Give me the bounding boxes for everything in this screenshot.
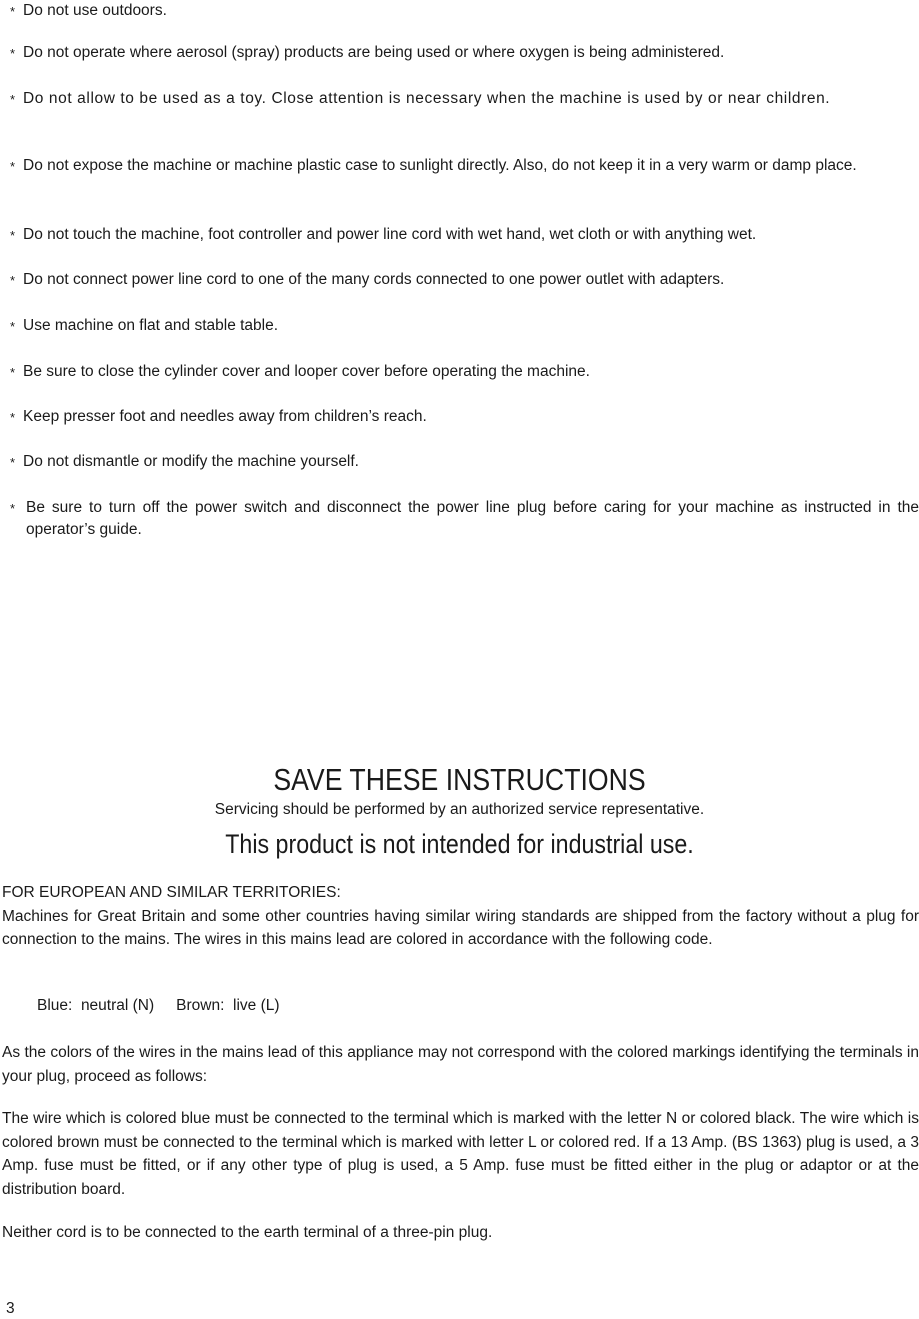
bullet-text: Do not touch the machine, foot controller and power line cord with wet hand, wet cloth or with anything wet. — [23, 226, 757, 243]
bullet-text: Use machine on flat and stable table. — [23, 317, 279, 334]
bullet-text: Do not allow to be used as a toy. Close attention is necessary when the machine is used by or near children. — [23, 90, 831, 107]
bullet-item — [10, 42, 919, 64]
bullet-text: Keep presser foot and needles away from children’s reach. — [23, 408, 427, 425]
bullet-item — [10, 224, 919, 246]
bullet-text: Be sure to close the cylinder cover and looper cover before operating the machine. — [23, 363, 590, 380]
wiring-instructions: The wire which is colored blue must be connected to the terminal which is marked with the letter N or colored black. The wire which is colored brown must be connected to the terminal which is marked with letter L or colored red. If a 13 Amp. (BS 1363) plug is used, a 3 Amp. fuse must be fitted, or if any other type of plug is used, a 5 Amp. fuse must be fitted either in the plug or adaptor or at the distribution board. — [2, 1110, 919, 1198]
bullet-text: Do not operate where aerosol (spray) products are being used or where oxygen is being administered. — [23, 44, 725, 61]
industrial-use-note: This product is not intended for industrial use. — [225, 829, 694, 859]
bullet-item — [10, 88, 919, 110]
bullet-text: Be sure to turn off the power switch and disconnect the power line plug before caring for your machine as instructed in the operator’s guide. — [26, 499, 919, 538]
bullet-item — [10, 406, 919, 428]
bullet-text: Do not use outdoors. — [23, 2, 167, 19]
asterisk-marker: * — [10, 365, 16, 380]
asterisk-marker: * — [10, 455, 16, 470]
bullet-item — [10, 0, 919, 22]
page-number: 3 — [6, 1300, 15, 1317]
bullet-text: Do not connect power line cord to one of the many cords connected to one power outlet with adapters. — [23, 271, 725, 288]
earth-terminal-note: Neither cord is to be connected to the earth terminal of a three-pin plug. — [2, 1224, 493, 1241]
asterisk-marker: * — [10, 501, 16, 516]
european-intro: Machines for Great Britain and some other countries having similar wiring standards are shipped from the factory without a plug for connection to the mains. The wires in this mains lead are colored in accordance with the following code. — [2, 907, 919, 948]
wire-color-codes — [37, 995, 280, 1017]
bullet-item — [10, 497, 919, 541]
blue-wire-code: Blue: neutral (N) — [37, 997, 155, 1014]
bullet-item — [10, 155, 919, 177]
servicing-note: Servicing should be performed by an authorized service representative. — [214, 801, 705, 818]
colors-note: As the colors of the wires in the mains lead of this appliance may not correspond with the colored markings identifying the terminals in your plug, proceed as follows: — [2, 1044, 919, 1085]
asterisk-marker: * — [10, 273, 16, 288]
bullet-text: Do not dismantle or modify the machine yourself. — [23, 453, 359, 470]
asterisk-marker: * — [10, 228, 16, 243]
asterisk-marker: * — [10, 46, 16, 61]
asterisk-marker: * — [10, 319, 16, 334]
bullet-text: Do not expose the machine or machine plastic case to sunlight directly. Also, do not keep it in a very warm or damp place. — [23, 157, 857, 174]
bullet-item — [10, 315, 919, 337]
bullet-item — [10, 269, 919, 291]
european-territories-section — [2, 881, 919, 952]
asterisk-marker: * — [10, 410, 16, 425]
bullet-item — [10, 361, 919, 383]
european-heading: FOR EUROPEAN AND SIMILAR TERRITORIES: — [2, 884, 341, 901]
asterisk-marker: * — [10, 92, 16, 107]
asterisk-marker: * — [10, 159, 16, 174]
save-instructions-heading: SAVE THESE INSTRUCTIONS — [273, 762, 646, 797]
asterisk-marker: * — [10, 4, 16, 19]
brown-wire-code: Brown: live (L) — [176, 997, 280, 1014]
bullet-item — [10, 451, 919, 473]
